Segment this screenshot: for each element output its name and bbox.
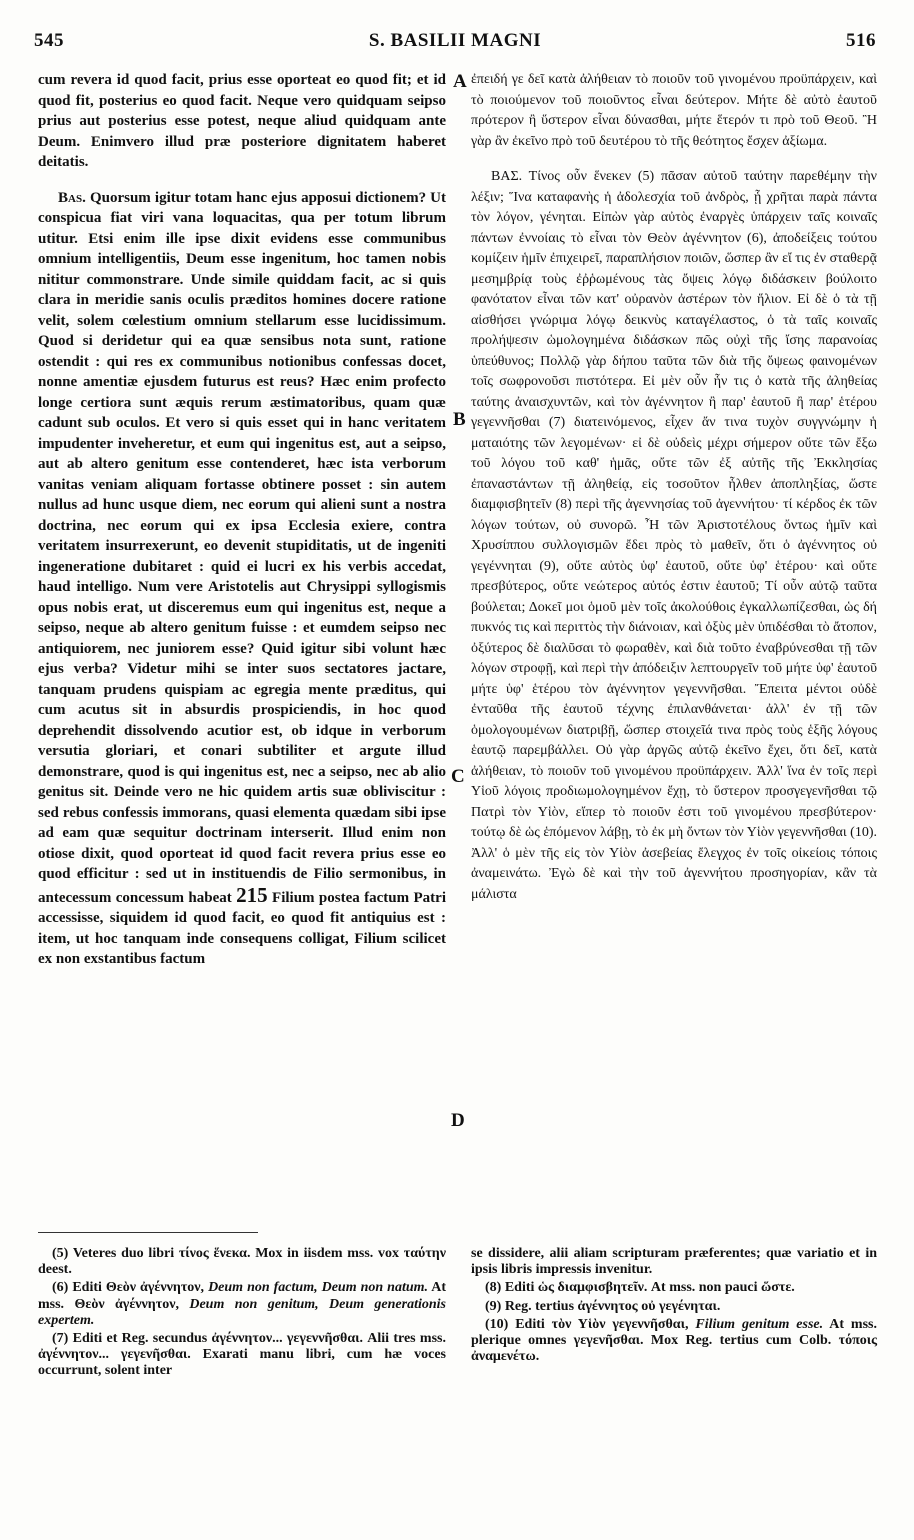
speaker-label: ΒΑΣ. xyxy=(491,169,523,184)
latin-text: Quorsum igitur totam hanc ejus apposui dictionem? Ut conspicua fiat viri vana loquacitas, qua per totum librum utitur. Etsi enim ille ipse dixit evidens esse communibus omnium intelligentiis, Deum esse ingenitum, hoc tamen nobis nititur commonstrare. Unde simile quiddam facit, ac si quis clara in meridie sanis oculis præditos homines docere ratione velit, solem cœlestium omnium stellarum esse lucidissimum. Quod si deridetur qui ea quæ sensibus nota sunt, ratione ostendit : qui res ex communibus notionibus confessas docet, nonne amentiæ ejusdem futurus est reus? Hæc enim profecto longe certiora sunt æquis rerum æstimatoribus, quam quæ cadunt sub oculos. Et vero si quis esset qui in hanc veritatem impudenter inveheretur, et eum qui ingenitus est, aut a seipso, aut ab altero genitum esse contenderet, hæc ista verborum vanitas veniam aliquam fortasse obtinere posset : sin autem nullus ad hunc usque diem, nec eorum qui alieni sunt a nostra doctrina, nec eorum qui ex ipsa Ecclesia exiere, contra veritatem insurrexerunt, eo devenit stupiditatis, ut de ingeniti ingeneratione dubitaret : quid ei lucri ex his verbis accedat, haud intelligo. Num vere Aristotelis aut Chrysippi syllogismis opus nobis erat, ut disceremus eum qui ingenitus est, neque a seipso, neque ab altero genitum fuisse : et eumdem seipso nec antiquiorem, nec juniorem esse? Quid igitur sibi volunt hæc ejus verba? Videtur mihi se inter suos sectatores jactare, tanquam prudens quispiam ac egregia mente præditus, qui cum acutus sit in absurdis prospiciendis, in hoc quod deprehendit dissolvendo acutior est, ob idque in verborum versutia gloriari, et conari subtiliter et argute illud demonstrare, quod is qui ingenitus est, nec a seipso, nec ab alio genitus sit. Deinde vero ne hic quidem artis suæ obliviscitur : sed rebus confessis immorans, quasi elementa quædam sibi ipse ad eam quæ sequitur doctrinam interserit. Illud enim non otiose dixit, quod oporteat id quod facit revera prius esse eo quod efficitur : sed ut in instituendis de Filio sermonibus, in antecessum concessum habeat xyxy=(38,189,447,906)
footnote-text: (10) Editi τὸν Υἱὸν γεγεννῆσθαι, xyxy=(485,1316,689,1332)
column-number: 215 xyxy=(236,882,268,907)
footnote-text: (6) Editi Θεὸν ἀγέννητον, xyxy=(52,1280,205,1296)
latin-text: Filium postea factum Patri accessisse, siquidem id quod facit, eo quod fit antiquius est : item, ut hoc tanquam inde consequens colligat, Filium scilicet ex non exstantibus factum xyxy=(38,889,447,967)
footnote-italic: Deum non genitum, Deum generationis expertem. xyxy=(38,1296,446,1328)
footnotes-left xyxy=(38,1246,446,1382)
footnotes-right xyxy=(471,1246,877,1367)
greek-paragraph xyxy=(471,167,877,905)
running-title: S. BASILII MAGNI xyxy=(368,30,542,51)
margin-letter-c: C xyxy=(451,766,465,787)
margin-letter-b: B xyxy=(453,409,466,430)
margin-letter-d: D xyxy=(451,1110,465,1131)
footnote xyxy=(38,1280,446,1329)
page-number-right: 516 xyxy=(846,30,876,51)
greek-text: Τίνος οὖν ἕνεκεν (5) πᾶσαν αὐτοῦ ταύτην παρεθέμην τὴν λέξιν; Ἵνα καταφανὴς ἡ ἀδολεσχία τοῦ ἀνδρὸς, ᾗ χρῆται παρὰ πάντα τὸν λόγον, γένηται. Εἰπὼν γὰρ αὐτὸς ἐναργὲς ὑπάρχειν ταῖς κοιναῖς πάντων ἐννοίαις τὸ εἶναι τὸν Θεὸν ἀγέννητον (6), ἀποδείξεις τούτου κομίζειν ἡμῖν ἐπιχειρεῖ, παραπλήσιον ποιῶν, ὥσπερ ἂν εἴ τις ἐν σταθερᾷ μεσημβρίᾳ τοὺς ἐῤῥωμένους τὰς ὄψεις λόγῳ διδάσκειν βούλοιτο φανότατον εἶναι τῶν κατ' οὐρανὸν ἀστέρων τὸν ἥλιον. Εἰ δὲ ὁ τὰ τῇ αἰσθήσει γνώριμα λόγῳ δεικνὺς καταγέλαστος, ὁ τὰ ταῖς κοιναῖς προλήψεσιν ὡμολογημένα διδάσκων πῶς οὐχὶ τῆς ἴσης παρανοίας ὑπεύθυνος; Πολλῷ γὰρ δήπου ταῦτα τῶν διὰ τῆς ὄψεως φαινομένων τοῖς σωφρονοῦσι πιστότερα. Εἰ μὲν οὖν ἦν τις ὁ κατὰ τῆς ἀληθείας ταύτης ἀναισχυντῶν, καὶ τὸν ἀγέννητον ἢ παρ' ἑαυτοῦ ἢ παρ' ἑτέρου γεγεννῆσθαι (7) διατεινόμενος, εἶχεν ἄν τινα τυχὸν συγγνώμην ἡ ματαιότης τῶν λεγομένων· εἰ δὲ οὐδεὶς μέχρι σήμερον οὔτε τῶν ἔξω τοῦ λόγου τοῦ καθ' ἡμᾶς, οὔτε τῶν ἐξ αὐτῆς τῆς Ἐκκλησίας ἐπαναστάντων τῇ ἀληθείᾳ, εἰς τοσοῦτον ἦλθεν ἀποπληξίας, ὥστε διαμφισβητεῖν (8) περὶ τῆς ἀγεννησίας τοῦ ἀγεννήτου· τί κέρδος ἐκ τῶν λόγων τούτων, οὐ συνορῶ. Ἦ τῶν Ἀριστοτέλους ὄντως ἡμῖν καὶ Χρυσίππου συλλογισμῶν ἔδει πρὸς τὸ μαθεῖν, ὅτι ὁ ἀγέννητος οὐ γεγέννηται (9), οὔτε αὐτὸς ὑφ' ἑαυτοῦ, οὔτε ὑφ' ἑτέρου· καὶ οὔτε πρεσβύτερος, οὔτε νεώτερος αὐτός ἐστιν ἑαυτοῦ; Τί οὖν αὐτῷ ταῦτα βούλεται; Δοκεῖ μοι ὁμοῦ μὲν τοῖς ἀκολούθοις ἐγκαλλωπίζεσθαι, ὡς δή πυκνός τις καὶ περιττὸς τὴν διάνοιαν, καὶ ὀξὺς μὲν ὑπιδέσθαι τὸ ἄτοπον, ὀξύτερος δὲ διαλῦσαι τὸ φωραθὲν, καὶ διὰ τοῦτο ἐναβρύνεσθαι τῇ τῶν λόγων στροφῇ, καὶ περὶ τὴν ἀπόδειξιν λεπτουργεῖν τοῦ μήτε ὑφ' ἑαυτοῦ μήτε ὑφ' ἑτέρου τὸν ἀγέννητον γεγεννῆσθαι. Ἔπειτα μέντοι οὐδὲ ἐνταῦθα τῆς ἑαυτοῦ τέχνης ἐπιλανθάνεται· ἀλλ' ἐν τῇ τῶν ὁμολογουμένων διατριβῇ, ὥσπερ στοιχεῖά τινα πρὸς τοὺς ἑξῆς λόγους ἑαυτῷ παρεμβάλλει. Οὐ γὰρ ἀργῶς αὐτῷ ἐκεῖνο ἔχει, ὅτι δεῖ, κατὰ ἀλήθειαν, τὸ ποιοῦν τοῦ γινομένου προϋπάρχειν. Ἀλλ' ἵνα ἐν τοῖς περὶ Υἱοῦ λόγοις προδιωμολογημένον ἔχῃ, τὸ ὕστερον προσγεγενῆσθαι τῷ Πατρὶ τὸν Υἱὸν, εἴπερ τὸ ποιοῦν ἐστι τοῦ γινομένου πρεσβύτερον· τούτῳ δὲ ὡς ἑπόμενον λάβῃ, τὸ ἐκ μὴ ὄντων τὸν Υἱὸν γεγεννῆσθαι (10). Ἀλλ' ὁ μὲν τῆς εἰς τὸν Υἱὸν ἀσεβείας ἔλεγχος ἐν τοῖς οἰκείοις τόποις ἀναμεινάτω. Ἐγὼ δὲ καὶ τὴν τοῦ ἀγεννήτου προσηγορίαν, κἂν τὰ μάλιστα xyxy=(471,169,878,902)
latin-paragraph xyxy=(38,188,446,970)
footnote-text: At mss. Θεὸν ἀγέννητον, xyxy=(38,1280,447,1312)
footnote-italic: Filium genitum esse. xyxy=(695,1316,824,1332)
running-header xyxy=(34,30,876,60)
footnote-continuation: se dissidere, alii aliam scripturam præferentes; quæ variatio et in ipsis libris impressis invenitur. xyxy=(471,1246,877,1278)
speaker-label: Bas. xyxy=(58,189,86,206)
latin-column xyxy=(38,70,447,967)
page-number-left: 545 xyxy=(34,30,64,51)
footnote: (5) Veteres duo libri τίνος ἕνεκα. Mox in iisdem mss. vox ταύτην deest. xyxy=(38,1246,446,1278)
footnote-text: At mss. plerique omnes γεγενῆσθαι. Mox Reg. tertius cum Colb. τόποις ἀναμενέτω. xyxy=(471,1316,877,1365)
latin-paragraph: cum revera id quod facit, prius esse oporteat eo quod fit; et id quod fit, posterius eo quod facit. Neque vero quidquam seipso prius aut posterius esse potest, neque aliud quidquam ante Deum. Enimvero illud præ posteriore dignitatem haberet deitatis. xyxy=(38,72,446,170)
footnote-italic: Deum non factum, Deum non natum. xyxy=(208,1280,429,1296)
margin-letter-a: A xyxy=(453,71,467,92)
greek-paragraph: ἐπειδή γε δεῖ κατὰ ἀλήθειαν τὸ ποιοῦν τοῦ γινομένου προϋπάρχειν, καὶ τὸ ποιούμενον τοῦ ποιοῦντος εἶναι δεύτερον. Μήτε δὲ αὐτὸ ἑαυτοῦ πρότερον ἢ ὕστερον εἶναι δύνασθαι, μήτε ἕτερόν τι πρὸ τοῦ Θεοῦ. Ἢ γὰρ ἂν ἐκεῖνο πρὸ τοῦ δευτέρου τὸ τῆς θεότητος ἔσχεν ἀξίωμα. xyxy=(471,72,877,149)
footnote: (9) Reg. tertius ἀγέννητος οὐ γεγένηται. xyxy=(485,1298,721,1314)
footnote: (8) Editi ὡς διαμφισβητεῖν. At mss. non pauci ὥστε. xyxy=(485,1280,795,1296)
footnote xyxy=(471,1317,877,1366)
footnote-rule xyxy=(38,1232,258,1233)
footnote: (7) Editi et Reg. secundus ἀγέννητον... γεγεννῆσθαι. Alii tres mss. ἀγέννητον... γεγενῆσθαι. Exarati manu libri, cum hæ voces occurrunt, solent inter xyxy=(38,1331,446,1379)
greek-column xyxy=(471,70,878,902)
